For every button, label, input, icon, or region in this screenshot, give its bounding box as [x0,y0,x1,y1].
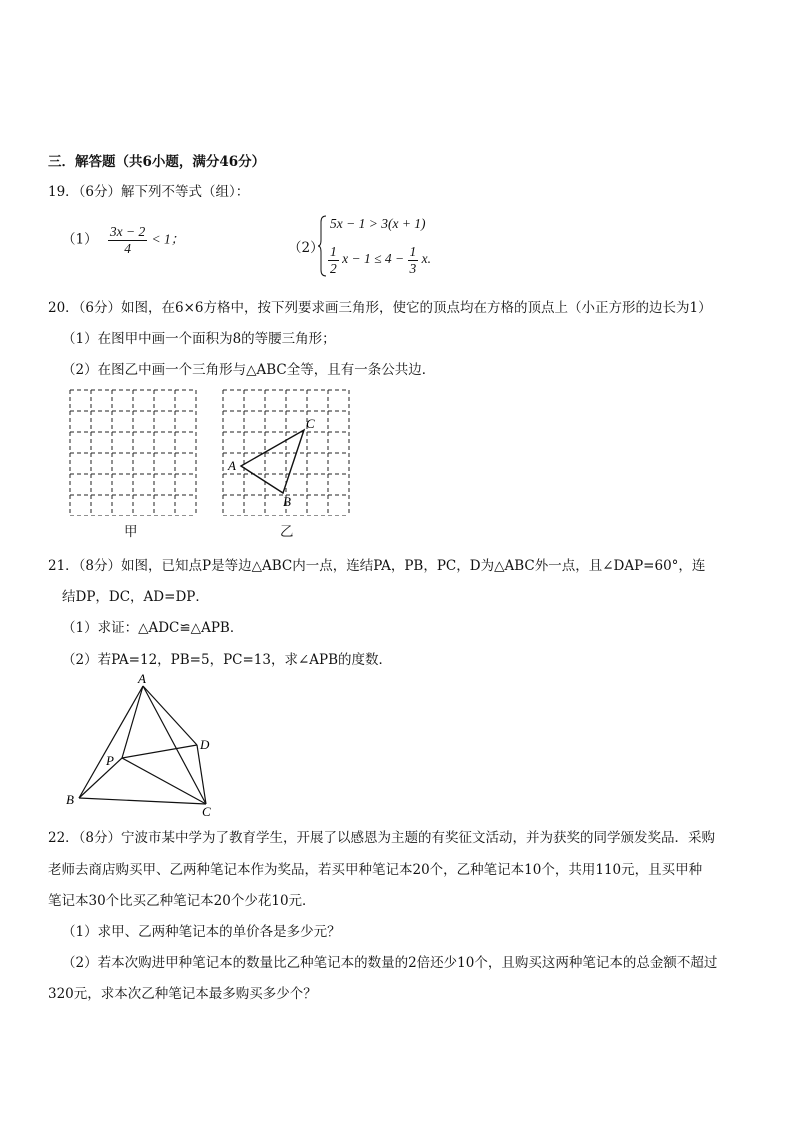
q20-part1: （1）在图甲中画一个面积为8的等腰三角形； [62,331,336,347]
segment-ab [79,686,143,798]
fig21-point-d: D [200,737,210,752]
q20-part2: （2）在图乙中画一个三角形与△ABC全等，且有一条公共边． [62,362,436,378]
fig21-point-b: B [66,792,74,807]
grid-jia [68,388,198,516]
q19-heading: 19．（6分）解下列不等式（组）： [48,184,250,200]
q19-part1-label: （1） [62,231,98,248]
q19-part1-numerator: 3x − 2 [109,224,146,239]
q19-part2-line1: 5x − 1 > 3(x + 1) [330,216,426,231]
fig21-point-p: P [106,753,114,768]
q19-part2-frac-half [328,244,339,276]
q19-system-brace [318,214,328,278]
segment-pb [79,758,122,798]
q22-part2-line1: （2）若本次购进甲种笔记本的数量比乙种笔记本的数量的2倍还少10个，且购买这两种笔记本的总金额不超过 [62,955,718,971]
q19-part2-line2-end: x [421,251,428,267]
q19-part2-frac-third-den: 3 [409,260,417,276]
point-c-label: C [306,416,315,431]
q19-part1-fraction [108,224,147,256]
segment-bc [79,798,206,804]
q21-figure [60,670,230,818]
q19-part1-inequality: < 1； [151,231,185,247]
q22-heading-line2: 老师去商店购买甲、乙两种笔记本作为奖品，若买甲种笔记本20个，乙种笔记本10个，共用110元，且买甲种 [48,862,703,878]
q19-part2-frac-half-num: 1 [330,244,337,259]
grid-yi [220,388,352,516]
q21-part1: （1）求证：△ADC≌△APB． [62,620,244,636]
q21-heading-line2: 结DP，DC，AD=DP． [62,589,209,605]
q19-part2-frac-third-num: 1 [409,244,417,259]
triangle-abc [241,430,304,493]
point-a-label: A [228,458,236,473]
q19-part2-label: （2） [288,240,324,256]
segment-pd [122,745,197,758]
q21-heading-line1: 21．（8分）如图，已知点P是等边△ABC内一点，连结PA，PB，PC，D为△ABC外一点，且∠DAP=60°，连 [48,558,706,574]
fig21-point-c: C [202,804,211,818]
q21-part2: （2）若PA=12，PB=5，PC=13，求∠APB的度数． [62,652,393,668]
section-title: 三．解答题（共6小题，满分46分） [48,154,266,170]
q22-part2-line2: 320元，求本次乙种笔记本最多购买多少个？ [48,986,317,1002]
q22-part1: （1）求甲、乙两种笔记本的单价各是多少元？ [62,924,341,940]
q19-part1 [62,224,184,256]
point-b-label: B [283,494,291,509]
q19-part1-denominator: 4 [124,240,131,256]
q19-part2-line2-middle: x − 1 ≤ 4 − [342,251,405,267]
grid-yi-label: 乙 [280,524,294,540]
q19-part2-period: . [427,251,431,267]
fig21-point-a: A [138,671,146,686]
q19-part2-frac-half-den: 2 [330,260,337,276]
q19-part2-frac-third [408,244,419,276]
q22-heading-line3: 笔记本30个比买乙种笔记本20个少花10元． [48,893,316,909]
grid-jia-label: 甲 [124,524,138,540]
q20-heading: 20．（6分）如图，在6×6方格中，按下列要求画三角形，使它的顶点均在方格的顶点上（小正方形的边长为1） [48,300,712,316]
segment-pa [122,686,143,758]
q19-part2-line2 [328,244,431,276]
q22-heading-line1: 22．（8分）宁波市某中学为了教育学生，开展了以感恩为主题的有奖征文活动，并为获奖的同学颁发奖品．采购 [48,830,716,846]
